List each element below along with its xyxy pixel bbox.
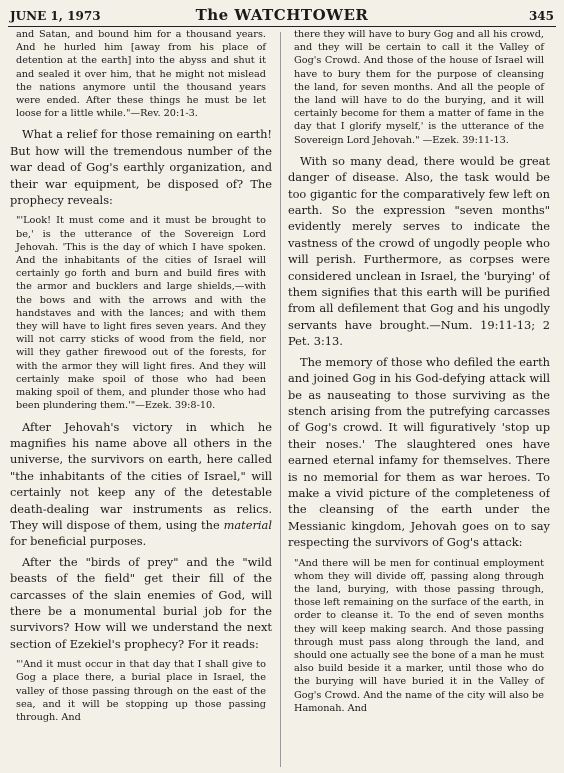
page-header bbox=[8, 4, 556, 27]
paragraph: The memory of those who defiled the earth and joined Gog in his God-defying attack will be as nauseating to those surviving as the stench arising from the putrefying carcasses of Gog's crowd. It will figuratively 'stop up their noses.' The slaughtered ones have earned eternal infamy for themselves. There is no memorial for them as war heroes. To make a vivid picture of the completeness of the cleansing of the earth under the Messianic kingdom, Jehovah goes on to say respecting the survivors of Gog's attack: bbox=[288, 354, 550, 550]
left-column bbox=[10, 28, 272, 771]
scripture-quote: and Satan, and bound him for a thousand years. And he hurled him [away from his place of detention at the earth] into the abyss and shut it and sealed it over him, that he might not mislead the nations anymore until the thousand years were ended. After these things he must be let loose for a little while."—Rev. 20:1-3. bbox=[16, 29, 266, 120]
paragraph: What a relief for those remaining on earth! But how will the tremendous number of the war dead of Gog's earthly organization, and their war equipment, be disposed of? The prophecy reveals: bbox=[10, 127, 272, 208]
scripture-quote: "'And it must occur in that day that I shall give to Gog a place there, a burial place in Israel, the valley of those passing through on the east of the sea, and it will be stopping up those passing through. And bbox=[16, 659, 266, 723]
scripture-quote: "'Look! It must come and it must be brought to be,' is the utterance of the Sovereign Lord Jehovah. 'This is the day of which I have spoken. And the inhabitants of the cities of Israel will certainly go forth and burn and build fires with the armor and bucklers and large shields,—with the bows and with the arrows and with the handstaves and with the lances; and with them they will have to light fires seven years. And they will not carry sticks of wood from the field, nor will they gather firewood out of the forests, for with the armor they will light fires. And they will certainly make spoil of those who had been making spoil of them, and plunder those who had been plundering them.'"—Ezek. 39:8-10. bbox=[16, 215, 266, 412]
paragraph: With so many dead, there would be great danger of disease. Also, the task would be too gigantic for the comparatively few left on earth. So the expression "seven months" evidently merely serves to indicate the vastness of the crowd of ungodly people who will perish. Furthermore, as corpses were considered unclean in Israel, the 'burying' of them signifies that this earth will be purified from all defilement that Gog and his ungodly servants have brought.—Num. 19:11-13; 2 Pet. 3:13. bbox=[288, 153, 550, 349]
page-number: 345 bbox=[528, 9, 554, 23]
emphasis: material bbox=[223, 517, 272, 532]
column-divider bbox=[280, 32, 281, 767]
scripture-quote: there they will have to bury Gog and all his crowd, and they will be certain to call it the Valley of Gog's Crowd. And those of the house of Israel will have to bury them for the purpose of cleansing the land, for seven months. And all the people of the land will have to do the burying, and it will certainly become for them a matter of fame in the day that I glorify myself,' is the utterance of the Sovereign Lord Jehovah." —Ezek. 39:11-13. bbox=[294, 29, 544, 146]
right-column bbox=[288, 28, 550, 771]
issue-date: JUNE 1, 1973 bbox=[10, 9, 101, 23]
scripture-quote: "And there will be men for continual employment whom they will divide off, passing along through the land, burying, with those passing through, those left remaining on the surface of the earth, in order to cleanse it. To the end of seven months they will keep making search. And those passing through must pass along through the land, and should one actually see the bone of a man he must also build beside it a marker, until those who do the burying will have buried it in the Valley of Gog's Crowd. And the name of the city will also be Hamonah. And bbox=[294, 557, 544, 714]
magazine-title: The WATCHTOWER bbox=[195, 6, 369, 24]
paragraph: After the "birds of prey" and the "wild beasts of the field" get their fill of the carcasses of the slain enemies of God, will there be a monumental burial job for the survivors? How will we understand the next section of Ezekiel's prophecy? For it reads: bbox=[10, 554, 272, 651]
paragraph: After Jehovah's victory in which he magnifies his name above all others in the universe, the survivors on earth, here called "the inhabitants of the cities of Israel," will certainly not keep any of the detestable death-dealing war instruments as relics. They will dispose of them, using the material for beneficial purposes. bbox=[10, 419, 272, 549]
